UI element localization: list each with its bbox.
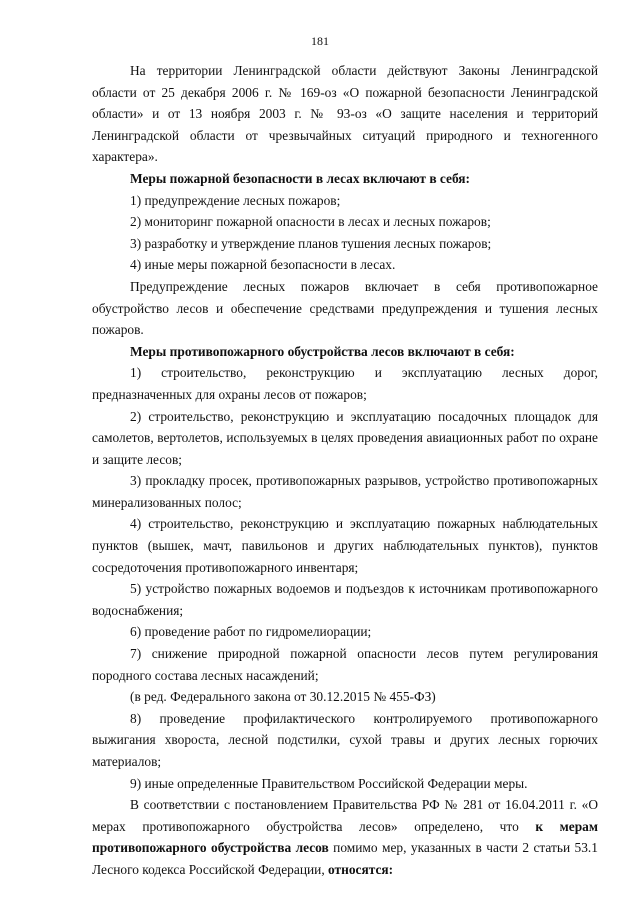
list-item: 1) предупреждение лесных пожаров;: [130, 192, 341, 208]
page-number: 181: [311, 34, 329, 48]
paragraph-regional-laws: На территории Ленинградской области действуют Законы Ленинградской области от 25 декабря 2006 г. № 169-оз «О пожарной безопасности Ленинградской области» и от 13 ноября 2003 г. № 93-оз «О защите населения и территорий Ленинградской области от чрезвычайных ситуаций природного и техногенного характера».: [92, 63, 598, 165]
amendment-note: (в ред. Федерального закона от 30.12.2015 № 455-ФЗ): [130, 689, 436, 705]
document-body: [92, 60, 598, 881]
decree-emphasis-end: относятся:: [328, 861, 394, 877]
decree-text-middle: помимо мер, указанных в части 2 статьи 53.1 Лесного кодекса Российской Федерации,: [92, 840, 598, 877]
list-item: 9) иные определенные Правительством Российской Федерации меры.: [130, 775, 528, 791]
list-item: 3) прокладку просек, противопожарных разрывов, устройство противопожарных минерализованных полос;: [92, 473, 598, 510]
list-item: 1) строительство, реконструкцию и эксплуатацию лесных дорог, предназначенных для охраны лесов от пожаров;: [92, 365, 598, 402]
paragraph-government-decree: [92, 794, 598, 880]
heading-fire-safety-measures: Меры пожарной безопасности в лесах включают в себя:: [130, 170, 471, 186]
list-item: 8) проведение профилактического контролируемого противопожарного выжигания хвороста, лесной подстилки, сухой травы и других лесных горючих материалов;: [92, 710, 598, 769]
list-item: 5) устройство пожарных водоемов и подъездов к источникам противопожарного водоснабжения;: [92, 581, 598, 618]
decree-emphasis: к мерам противопожарного обустройства лесов: [92, 818, 598, 856]
list-item: 2) строительство, реконструкцию и эксплуатацию посадочных площадок для самолетов, вертолетов, используемых в целях проведения авиационных работ по охране и защите лесов;: [92, 408, 598, 467]
heading-fire-arrangement-measures: Меры противопожарного обустройства лесов включают в себя:: [130, 343, 515, 359]
list-item: 6) проведение работ по гидромелиорации;: [130, 624, 372, 640]
list-item: 2) мониторинг пожарной опасности в лесах и лесных пожаров;: [130, 214, 491, 230]
list-item: 4) строительство, реконструкцию и эксплуатацию пожарных наблюдательных пунктов (вышек, мачт, павильонов и других наблюдательных пунктов), пунктов сосредоточения противопожарного инвентаря;: [92, 516, 598, 575]
list-item: 4) иные меры пожарной безопасности в лесах.: [130, 257, 396, 273]
paragraph-fire-prevention: Предупреждение лесных пожаров включает в себя противопожарное обустройство лесов и обеспечение средствами предупреждения и тушения лесных пожаров.: [92, 278, 598, 338]
list-item: 7) снижение природной пожарной опасности лесов путем регулирования породного состава лесных насаждений;: [92, 646, 598, 683]
decree-text-start: В соответствии с постановлением Правительства РФ № 281 от 16.04.2011 г. «О мерах противопожарного обустройства лесов» определено, что: [92, 797, 598, 834]
list-item: 3) разработку и утверждение планов тушения лесных пожаров;: [130, 235, 492, 251]
